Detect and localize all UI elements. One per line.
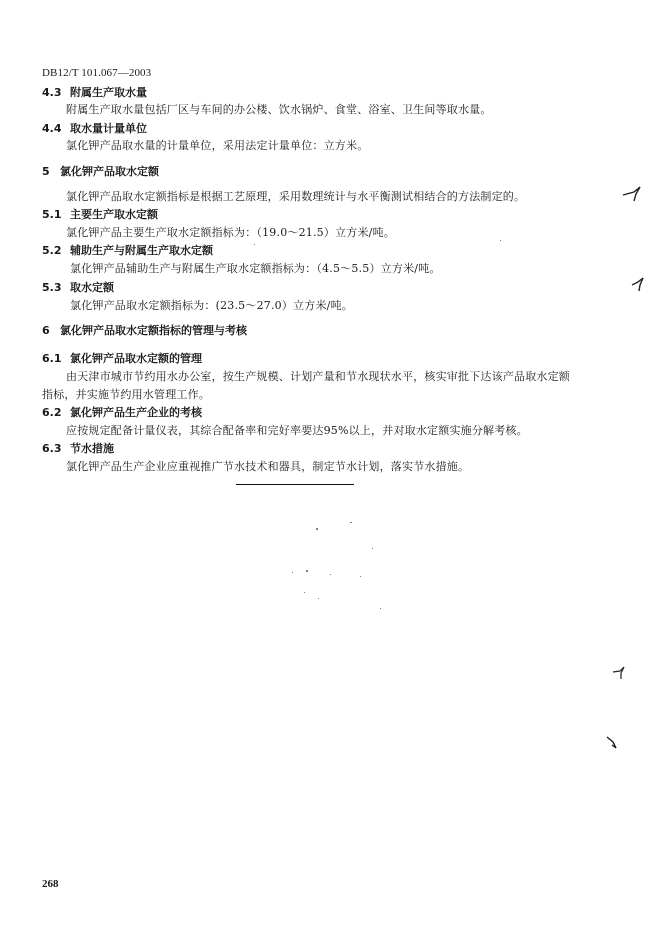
- section-number: 5.2: [42, 244, 62, 257]
- scan-speck: [318, 598, 319, 599]
- section-heading-6-1: [42, 350, 202, 366]
- scan-speck: [360, 576, 361, 577]
- section-title: 氯化钾产品生产企业的考核: [70, 406, 202, 419]
- scan-speck: [316, 528, 318, 530]
- scan-speck: [306, 570, 308, 572]
- section-number: 4.4: [42, 122, 62, 135]
- section-title: 辅助生产与附属生产取水定额: [70, 244, 213, 257]
- section-heading-5-1: [42, 206, 158, 222]
- end-rule: [236, 484, 354, 485]
- section-number: 5.3: [42, 281, 62, 294]
- section-body-5-1: 氯化钾产品主要生产取水定额指标为：（19.0～21.5）立方米/吨。: [66, 226, 395, 239]
- margin-mark-icon: [622, 186, 642, 202]
- scan-speck: [330, 574, 331, 575]
- section-heading-6-2: [42, 404, 202, 420]
- scan-speck: [350, 522, 352, 523]
- section-number: 6.1: [42, 352, 62, 365]
- standard-code: DB12/T 101.067—2003: [42, 67, 152, 79]
- section-title: 氯化钾产品取水定额: [60, 165, 159, 178]
- section-body-6-3: 氯化钾产品生产企业应重视推广节水技术和器具，制定节水计划，落实节水措施。: [66, 460, 470, 473]
- scan-speck: [372, 548, 373, 549]
- section-heading-4-4: [42, 120, 147, 136]
- section-heading-5-2: [42, 242, 213, 258]
- section-body-5: 氯化钾产品取水定额指标是根据工艺原理，采用数理统计与水平衡测试相结合的方法制定的。: [66, 190, 526, 203]
- scan-speck: [254, 244, 255, 245]
- section-number: 6.2: [42, 406, 62, 419]
- scan-speck: [292, 572, 293, 573]
- section-number: 4.3: [42, 86, 62, 99]
- section-title: 氯化钾产品取水定额指标的管理与考核: [60, 324, 247, 337]
- margin-mark-icon: [630, 276, 646, 292]
- section-heading-4-3: [42, 84, 147, 100]
- section-title: 节水措施: [70, 442, 114, 455]
- section-body-4-3: 附属生产取水量包括厂区与车间的办公楼、饮水锅炉、食堂、浴室、卫生间等取水量。: [66, 103, 492, 116]
- scan-speck: [380, 608, 381, 609]
- section-title: 取水量计量单位: [70, 122, 147, 135]
- section-body-6-1-line1: 由天津市城市节约用水办公室，按生产规模、计划产量和节水现状水平，核实审批下达该产品取水定额: [66, 370, 570, 383]
- scan-speck: [500, 240, 501, 241]
- section-heading-5-3: [42, 279, 114, 295]
- section-heading-5: [42, 163, 159, 179]
- section-title: 附属生产取水量: [70, 86, 147, 99]
- scan-speck: [304, 592, 305, 593]
- section-title: 取水定额: [70, 281, 114, 294]
- section-number: 6: [42, 324, 50, 337]
- section-title: 氯化钾产品取水定额的管理: [70, 352, 202, 365]
- section-body-5-2: 氯化钾产品辅助生产与附属生产取水定额指标为：（4.5～5.5）立方米/吨。: [70, 262, 441, 275]
- section-number: 5: [42, 165, 50, 178]
- section-body-6-1-line2: 指标，并实施节约用水管理工作。: [42, 388, 210, 401]
- section-body-5-3: 氯化钾产品取水定额指标为：(23.5～27.0）立方米/吨。: [70, 299, 353, 312]
- page-number: 268: [42, 878, 59, 890]
- margin-mark-icon: [606, 736, 618, 750]
- section-body-6-2: 应按规定配备计量仪表，其综合配备率和完好率要达95%以上，并对取水定额实施分解考核。: [66, 424, 528, 437]
- section-number: 5.1: [42, 208, 62, 221]
- section-heading-6-3: [42, 440, 114, 456]
- margin-mark-icon: [612, 666, 626, 680]
- section-number: 6.3: [42, 442, 62, 455]
- section-title: 主要生产取水定额: [70, 208, 158, 221]
- section-body-4-4: 氯化钾产品取水量的计量单位，采用法定计量单位：立方米。: [66, 139, 369, 152]
- section-heading-6: [42, 322, 247, 338]
